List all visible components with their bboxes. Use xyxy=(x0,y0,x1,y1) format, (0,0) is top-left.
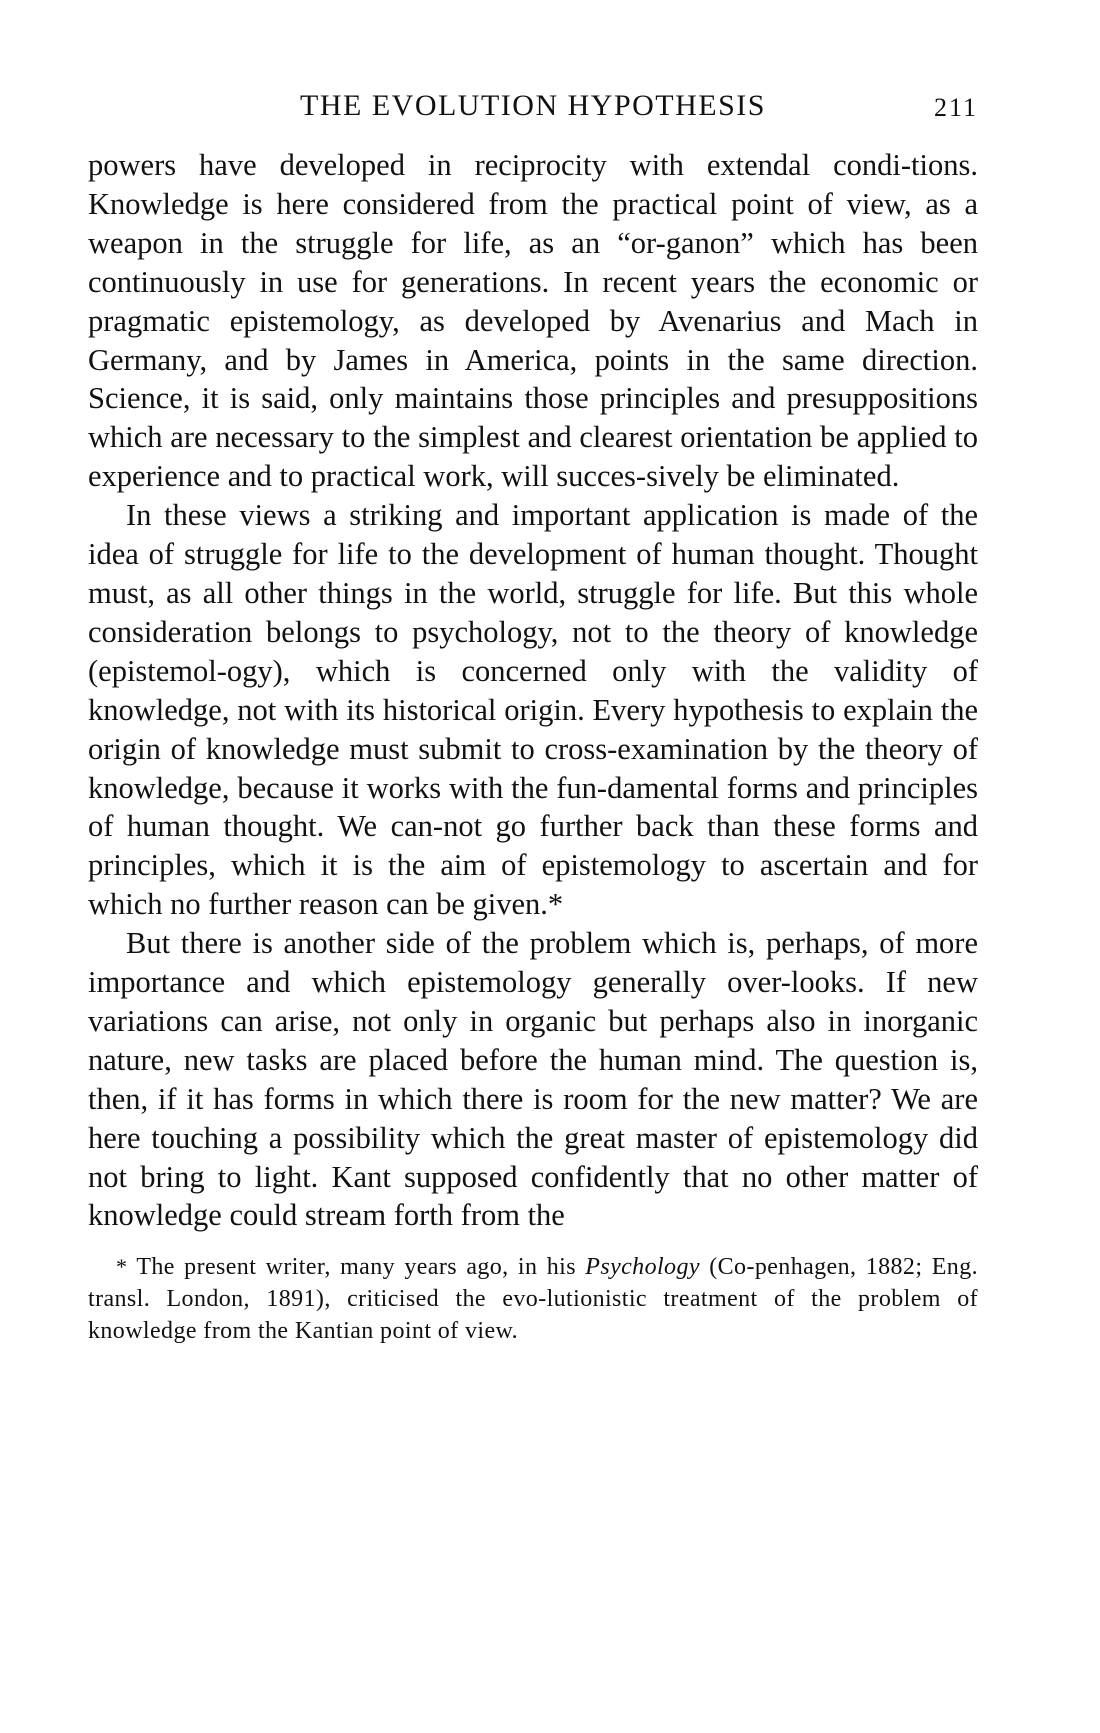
book-page xyxy=(88,86,978,1347)
footnote-text-before: The present writer, many years ago, in his xyxy=(136,1254,586,1281)
footnote-book-title: Psychology xyxy=(585,1254,700,1281)
footnote-text xyxy=(88,1251,978,1347)
paragraph-3: But there is another side of the problem which is, perhaps, of more importance and which epistemology generally over-looks. If new variations can arise, not only in organic but perhaps also in inorganic nature, new tasks are placed before the human mind. The question is, then, if it has forms in which there is room for the new matter? We are here touching a possibility which the great master of epistemology did not bring to light. Kant supposed confidently that no other matter of knowledge could stream forth from the xyxy=(88,926,978,1233)
footnote-text-after: (Co-penhagen, 1882; Eng. transl. London, 1891), criticised the evo-lutionistic treatment of the problem of knowledge from the Kantian point of view. xyxy=(88,1254,978,1345)
paragraph-2: In these views a striking and important application is made of the idea of struggle for life to the development of human thought. Thought must, as all other things in the world, struggle for life. But this whole consideration belongs to psychology, not to the theory of knowledge (epistemol-ogy), which is concerned only with the validity of knowledge, not with its historical origin. Every hypothesis to explain the origin of knowledge must submit to cross-examination by the theory of knowledge, because it works with the fun-damental forms and principles of human thought. We can-not go further back than these forms and principles, which it is the aim of epistemology to ascertain and for which no further reason can be given.* xyxy=(88,498,978,922)
body-text xyxy=(88,146,978,1235)
paragraph-1: powers have developed in reciprocity with extendal condi-tions. Knowledge is here considered from the practical point of view, as a weapon in the struggle for life, as an “or-ganon” which has been continuously in use for generations. In recent years the economic or pragmatic epistemology, as developed by Avenarius and Mach in Germany, and by James in America, points in the same direction. Science, it is said, only maintains those principles and presuppositions which are necessary to the simplest and clearest orientation be applied to experience and to practical work, will succes-sively be eliminated. xyxy=(88,148,978,494)
running-head xyxy=(88,86,978,132)
footnote xyxy=(88,1251,978,1347)
page-number: 211 xyxy=(933,93,978,122)
running-title: THE EVOLUTION HYPOTHESIS xyxy=(300,89,766,122)
footnote-marker: * xyxy=(116,1254,128,1280)
